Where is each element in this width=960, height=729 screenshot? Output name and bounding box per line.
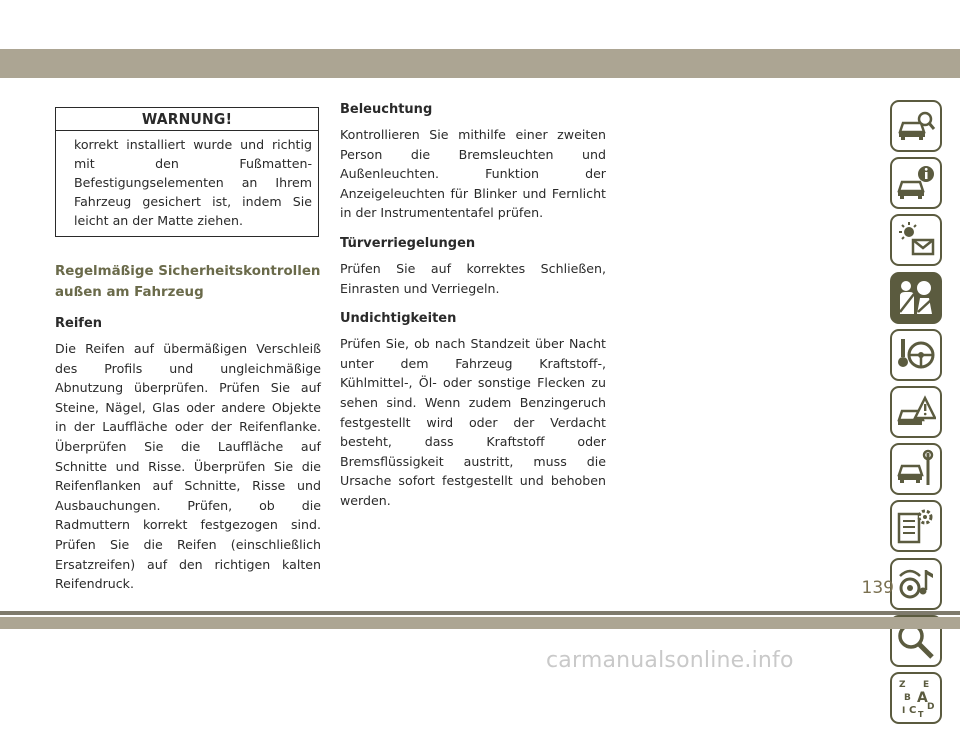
tuerverriegelungen-heading: Türverriegelungen — [340, 235, 476, 251]
index-letter-b: B — [904, 692, 911, 703]
index-letter-e: E — [923, 679, 930, 690]
car-tools-icon — [896, 449, 936, 489]
tab-car-info[interactable] — [890, 157, 942, 209]
index-letter-d: D — [927, 701, 935, 712]
undichtigkeiten-text: Prüfen Sie, ob nach Standzeit über Nacht unter dem Fahrzeug Kraftstoff-, Kühlmittel-, Öl- oder sonstige Flecken zu sehen sind. Wenn zudem Benzingeruch festgestellt wird oder der Verdacht besteht, dass Kraftstoff oder Bremsflüssigkeit austritt, muss die Ursache sofort festgestellt und behoben werden. — [340, 336, 606, 508]
left-column — [55, 107, 321, 594]
car-warning-icon — [896, 392, 936, 432]
car-info-icon — [896, 163, 936, 203]
index-letter-t: T — [918, 709, 924, 718]
multimedia-icon — [896, 564, 936, 604]
index-letter-i: I — [902, 705, 906, 716]
car-magnifier-icon — [896, 106, 936, 146]
warning-lights-icon — [896, 220, 936, 260]
page-number: 139 — [861, 578, 894, 598]
tab-warning-lights[interactable] — [890, 214, 942, 266]
right-column — [340, 102, 606, 511]
key-steering-icon — [896, 335, 936, 375]
undichtigkeiten-heading: Undichtigkeiten — [340, 311, 457, 327]
tab-car-magnifier[interactable] — [890, 100, 942, 152]
warning-text: korrekt installiert wurde und richtig mit den Fußmatten-Befestigungselementen an Ihrem Fahrzeug gesichert ist, indem Sie leicht an der Matte ziehen. — [74, 137, 312, 228]
tab-car-warning[interactable] — [890, 386, 942, 438]
index-letter-a: A — [917, 689, 928, 706]
index-alphabet-icon — [896, 678, 936, 718]
tuerverriegelungen-text: Prüfen Sie auf korrektes Schließen, Einrasten und Verriegeln. — [340, 260, 606, 296]
tab-seatbelt-airbag[interactable] — [890, 272, 942, 324]
beleuchtung-text: Kontrollieren Sie mithilfe einer zweiten Person die Bremsleuchten und Außenleuchten. Funktion der Anzeigeleuchten für Blinker und Fernlicht in der Instrumententafel prüfen. — [340, 127, 606, 221]
watermark: carmanualsonline.info — [546, 648, 794, 673]
bottom-band — [0, 617, 960, 629]
chapter-tabs — [890, 100, 944, 729]
specs-gear-icon — [896, 506, 936, 546]
top-band — [0, 49, 960, 78]
tab-key-steering[interactable] — [890, 329, 942, 381]
warning-title: WARNUNG! — [56, 108, 318, 131]
warning-box — [55, 107, 319, 237]
tab-multimedia[interactable] — [890, 558, 942, 610]
reifen-text: Die Reifen auf übermäßigen Verschleiß des Profils und ungleichmäßige Abnutzung überprüfen. Prüfen Sie auf Steine, Nägel, Glas oder andere Objekte in der Lauffläche oder der Reifenflanke. Überprüfen Sie die Lauffläche auf Schnitte und Risse. Überprüfen Sie die Reifenflanken auf Schnitte, Risse und Ausbauchungen. Prüfen, ob die Radmuttern korrekt festgezogen sind. Prüfen Sie die Reifen (einschließlich Ersatzreifen) auf den richtigen kalten Reifendruck. — [55, 341, 321, 592]
tab-specs-gear[interactable] — [890, 500, 942, 552]
seatbelt-airbag-icon — [896, 278, 936, 318]
section-heading: Regelmäßige Sicherheitskontrollen außen am Fahrzeug — [55, 264, 321, 300]
bottom-rule — [0, 611, 960, 615]
reifen-heading: Reifen — [55, 316, 103, 331]
tab-car-tools[interactable] — [890, 443, 942, 495]
beleuchtung-heading: Beleuchtung — [340, 102, 433, 117]
tab-index[interactable] — [890, 672, 942, 724]
index-letter-c: C — [909, 704, 917, 716]
index-letter-z: Z — [899, 679, 906, 690]
